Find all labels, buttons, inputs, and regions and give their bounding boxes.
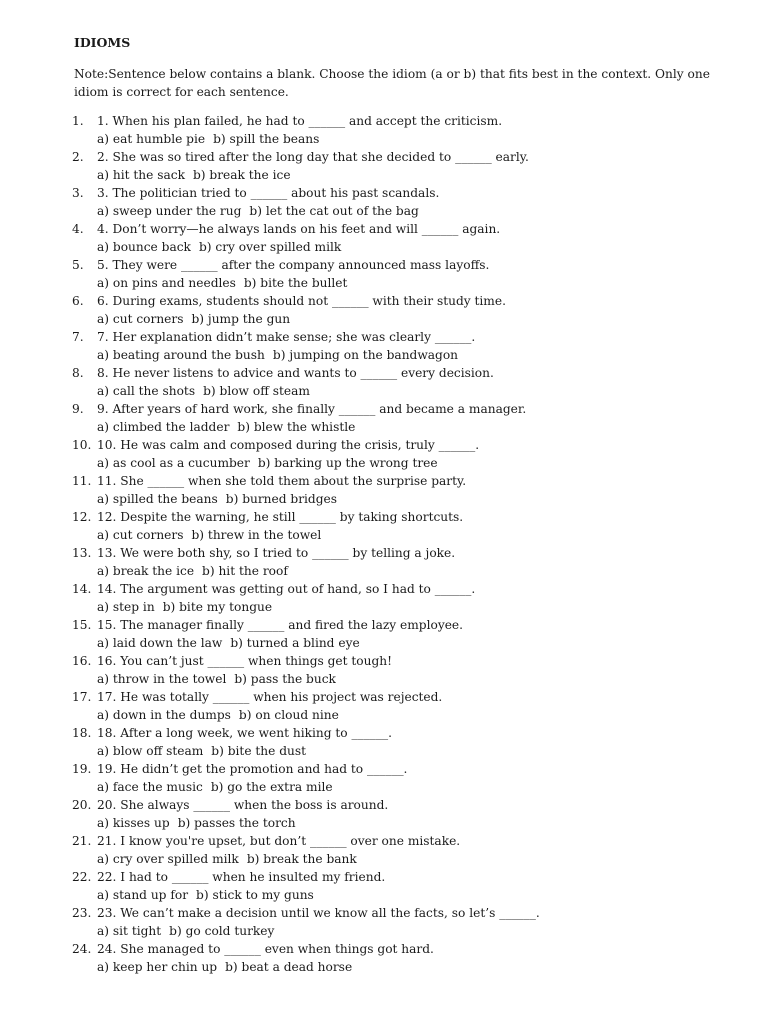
question-options [97, 166, 724, 184]
question-item [74, 832, 724, 868]
question-options [97, 274, 724, 292]
question-list [74, 112, 724, 976]
option-b: b) beat a dead horse [225, 960, 353, 974]
question-options [97, 490, 724, 508]
question-number: 18. [72, 726, 92, 740]
option-b: b) break the bank [246, 852, 357, 866]
question-options [97, 922, 724, 940]
option-b: b) go cold turkey [169, 924, 275, 938]
question-item [74, 220, 724, 256]
question-text: 13. We were both shy, so I tried to ______ by telling a joke. [97, 546, 456, 560]
question-number: 14. [72, 582, 92, 596]
question-number: 4. [72, 222, 84, 236]
question-item [74, 256, 724, 292]
question-options [97, 562, 724, 580]
option-b: b) barking up the wrong tree [257, 456, 438, 470]
option-a: a) on pins and needles [97, 276, 236, 290]
question-item [74, 904, 724, 940]
option-b: b) spill the beans [213, 132, 320, 146]
question-text: 6. During exams, students should not ______ with their study time. [97, 294, 506, 308]
option-a: a) hit the sack [97, 168, 185, 182]
question-item [74, 112, 724, 148]
option-b: b) pass the buck [234, 672, 336, 686]
question-item [74, 400, 724, 436]
question-item [74, 364, 724, 400]
question-number: 3. [72, 186, 84, 200]
question-item [74, 148, 724, 184]
question-item [74, 940, 724, 976]
option-a: a) keep her chin up [97, 960, 218, 974]
question-number: 9. [72, 402, 84, 416]
option-b: b) jumping on the bandwagon [272, 348, 459, 362]
question-options [97, 310, 724, 328]
question-options [97, 958, 724, 976]
question-number: 10. [72, 438, 92, 452]
option-b: b) bite my tongue [162, 600, 273, 614]
option-a: a) step in [97, 600, 155, 614]
question-number: 7. [72, 330, 84, 344]
question-text: 16. You can’t just ______ when things get tough! [97, 654, 393, 668]
question-text: 8. He never listens to advice and wants to ______ every decision. [97, 366, 494, 380]
document-page [74, 34, 724, 976]
question-text: 5. They were ______ after the company announced mass layoffs. [97, 258, 490, 272]
option-b: b) go the extra mile [210, 780, 333, 794]
question-item [74, 868, 724, 904]
option-a: a) spilled the beans [97, 492, 218, 506]
option-a: a) eat humble pie [97, 132, 206, 146]
option-b: b) burned bridges [225, 492, 338, 506]
option-a: a) throw in the towel [97, 672, 227, 686]
question-item [74, 796, 724, 832]
question-number: 13. [72, 546, 92, 560]
question-options [97, 526, 724, 544]
question-options [97, 742, 724, 760]
question-item [74, 436, 724, 472]
question-options [97, 886, 724, 904]
option-a: a) bounce back [97, 240, 191, 254]
option-b: b) jump the gun [191, 312, 291, 326]
question-options [97, 418, 724, 436]
question-text: 9. After years of hard work, she finally ______ and became a manager. [97, 402, 527, 416]
option-b: b) on cloud nine [238, 708, 339, 722]
question-number: 21. [72, 834, 92, 848]
question-options [97, 850, 724, 868]
question-options [97, 202, 724, 220]
question-number: 11. [72, 474, 92, 488]
option-b: b) cry over spilled milk [198, 240, 342, 254]
question-item [74, 688, 724, 724]
question-options [97, 778, 724, 796]
instructions-note: Note:Sentence below contains a blank. Choose the idiom (a or b) that fits best in the context. Only one idiom is correct for each sentence. [74, 67, 710, 99]
question-item [74, 652, 724, 688]
option-a: a) as cool as a cucumber [97, 456, 250, 470]
question-text: 19. He didn’t get the promotion and had to ______. [97, 762, 408, 776]
option-a: a) sweep under the rug [97, 204, 242, 218]
option-a: a) sit tight [97, 924, 162, 938]
question-item [74, 724, 724, 760]
option-b: b) blew the whistle [237, 420, 356, 434]
question-text: 11. She ______ when she told them about the surprise party. [97, 474, 467, 488]
question-text: 20. She always ______ when the boss is around. [97, 798, 389, 812]
question-number: 16. [72, 654, 92, 668]
document-title: IDIOMS [74, 35, 131, 50]
question-item [74, 580, 724, 616]
question-number: 1. [72, 114, 84, 128]
option-a: a) kisses up [97, 816, 170, 830]
question-item [74, 184, 724, 220]
question-text: 15. The manager finally ______ and fired the lazy employee. [97, 618, 464, 632]
question-options [97, 670, 724, 688]
question-item [74, 544, 724, 580]
question-number: 19. [72, 762, 92, 776]
question-text: 1. When his plan failed, he had to ______ and accept the criticism. [97, 114, 503, 128]
question-number: 8. [72, 366, 84, 380]
question-options [97, 634, 724, 652]
option-b: b) threw in the towel [191, 528, 322, 542]
question-options [97, 382, 724, 400]
question-item [74, 328, 724, 364]
option-b: b) hit the roof [202, 564, 288, 578]
question-text: 7. Her explanation didn’t make sense; she was clearly ______. [97, 330, 476, 344]
option-a: a) face the music [97, 780, 203, 794]
question-number: 22. [72, 870, 92, 884]
option-a: a) break the ice [97, 564, 195, 578]
question-number: 12. [72, 510, 92, 524]
question-number: 5. [72, 258, 84, 272]
question-item [74, 292, 724, 328]
option-a: a) down in the dumps [97, 708, 231, 722]
question-text: 2. She was so tired after the long day that she decided to ______ early. [97, 150, 529, 164]
question-number: 17. [72, 690, 92, 704]
question-text: 4. Don’t worry—he always lands on his feet and will ______ again. [97, 222, 501, 236]
option-b: b) bite the dust [211, 744, 307, 758]
question-item [74, 760, 724, 796]
option-b: b) bite the bullet [243, 276, 348, 290]
question-text: 23. We can’t make a decision until we know all the facts, so let’s ______. [97, 906, 540, 920]
option-a: a) laid down the law [97, 636, 223, 650]
question-text: 3. The politician tried to ______ about his past scandals. [97, 186, 440, 200]
option-a: a) cry over spilled milk [97, 852, 239, 866]
question-text: 18. After a long week, we went hiking to ______. [97, 726, 392, 740]
question-text: 22. I had to ______ when he insulted my friend. [97, 870, 386, 884]
option-b: b) stick to my guns [196, 888, 314, 902]
question-options [97, 814, 724, 832]
option-a: a) cut corners [97, 528, 184, 542]
question-text: 24. She managed to ______ even when things got hard. [97, 942, 434, 956]
question-number: 6. [72, 294, 84, 308]
option-a: a) blow off steam [97, 744, 204, 758]
option-b: b) turned a blind eye [230, 636, 360, 650]
question-item [74, 508, 724, 544]
option-b: b) let the cat out of the bag [249, 204, 419, 218]
question-text: 10. He was calm and composed during the crisis, truly ______. [97, 438, 480, 452]
question-options [97, 130, 724, 148]
question-text: 17. He was totally ______ when his project was rejected. [97, 690, 443, 704]
option-a: a) beating around the bush [97, 348, 265, 362]
option-b: b) passes the torch [177, 816, 296, 830]
question-number: 2. [72, 150, 84, 164]
question-text: 21. I know you're upset, but don’t ______ over one mistake. [97, 834, 461, 848]
option-b: b) break the ice [192, 168, 291, 182]
option-a: a) cut corners [97, 312, 184, 326]
question-text: 14. The argument was getting out of hand, so I had to ______. [97, 582, 476, 596]
question-item [74, 472, 724, 508]
question-number: 15. [72, 618, 92, 632]
option-a: a) climbed the ladder [97, 420, 230, 434]
question-options [97, 598, 724, 616]
question-text: 12. Despite the warning, he still ______ by taking shortcuts. [97, 510, 464, 524]
question-options [97, 706, 724, 724]
question-number: 24. [72, 942, 92, 956]
question-number: 23. [72, 906, 92, 920]
question-options [97, 346, 724, 364]
option-b: b) blow off steam [203, 384, 310, 398]
question-options [97, 238, 724, 256]
option-a: a) call the shots [97, 384, 196, 398]
question-number: 20. [72, 798, 92, 812]
option-a: a) stand up for [97, 888, 189, 902]
question-options [97, 454, 724, 472]
question-item [74, 616, 724, 652]
